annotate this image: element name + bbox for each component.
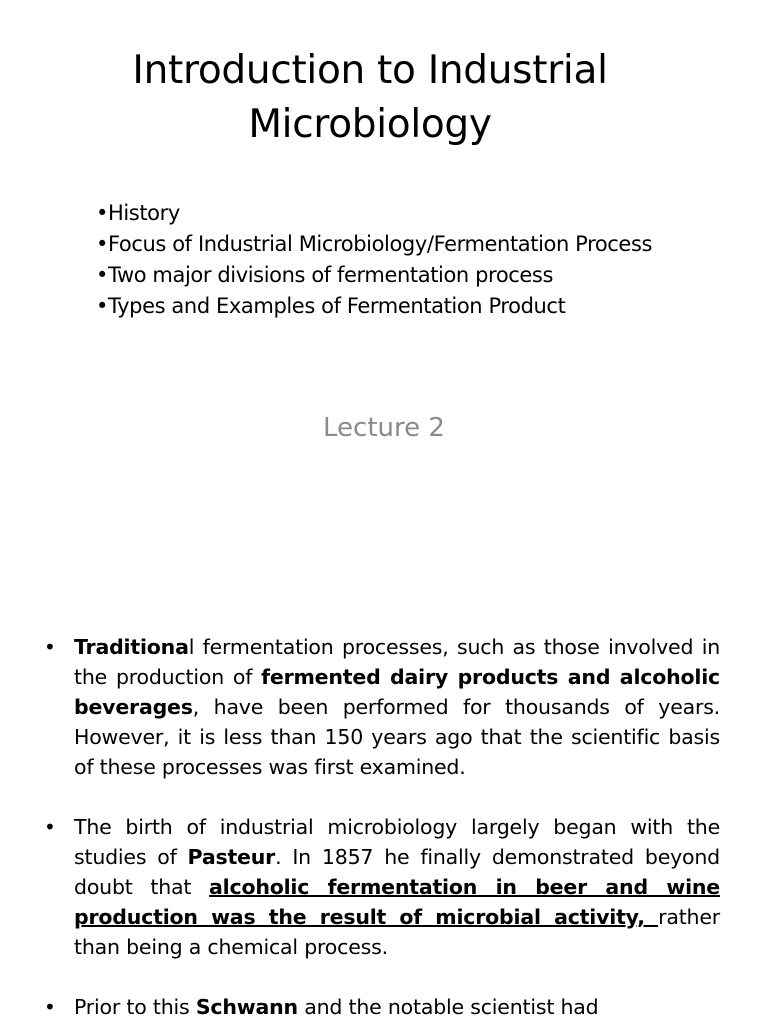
term-traditional: Traditiona (74, 635, 189, 659)
paragraph-text: rather than being a chemical process. (74, 905, 720, 959)
paragraph-text: , have been performed for thousands of years. However, it is less than 150 years ago that the scientific basis of these processes was first examined. (74, 695, 720, 779)
outline-item-history: •History (96, 201, 180, 225)
lecture-subtitle: Lecture 2 (323, 413, 445, 443)
term-schwann: Schwann (195, 995, 298, 1019)
outline-item-types: •Types and Examples of Fermentation Product (96, 294, 566, 318)
paragraph-text: l fermentation processes, such as those involved in the production of (74, 635, 720, 689)
outline-item-focus: •Focus of Industrial Microbiology/Fermentation Process (96, 232, 653, 256)
paragraph-text: The birth of industrial microbiology largely began with the studies of (74, 815, 720, 869)
outline-item-divisions: •Two major divisions of fermentation process (96, 263, 554, 287)
term-fermented-products: fermented dairy products and alcoholic beverages (74, 665, 720, 719)
slide-title-line-2: Microbiology (248, 102, 492, 147)
paragraph-text: Prior to this (74, 995, 196, 1019)
bullet-dot: • (44, 635, 56, 659)
paragraph-traditional (0, 632, 720, 782)
paragraph-text: and the notable scientist had (297, 995, 599, 1019)
slide-title (0, 44, 740, 152)
paragraph-schwann (0, 992, 720, 1022)
slide-title-line-1: Introduction to Industrial (132, 48, 608, 93)
bullet-dot: • (44, 815, 56, 839)
term-pasteur: Pasteur (187, 845, 276, 869)
outline-list (96, 198, 652, 322)
bullet-dot: • (44, 995, 56, 1019)
emphasis-microbial-activity: alcoholic fermentation in beer and wine production was the result of microbial activity, (74, 875, 721, 929)
body-content (0, 632, 768, 1022)
paragraph-text: . In 1857 he finally demonstrated beyond doubt that (74, 845, 720, 899)
paragraph-pasteur (0, 812, 720, 962)
